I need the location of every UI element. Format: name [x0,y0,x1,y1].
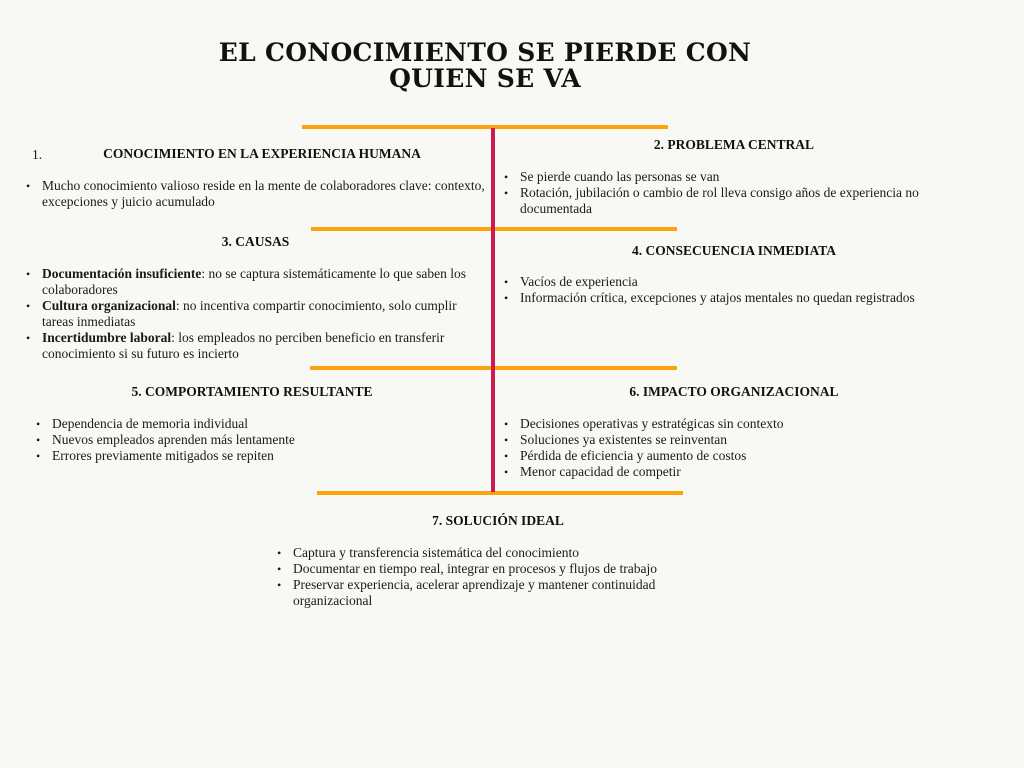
list-item: • Soluciones ya existentes se reinventan [500,432,990,448]
list-item: • Mucho conocimiento valioso reside en la mente de colaboradores clave: contexto, excepciones y juicio acumulado [22,178,492,210]
list-item: • Menor capacidad de competir [500,464,990,480]
section-2-problema-central [500,137,990,217]
section-6-impacto-organizacional [500,384,990,480]
section-3-list [22,266,477,362]
section-5-heading: 5. COMPORTAMIENTO RESULTANTE [131,384,373,399]
list-item: • Cultura organizacional: no incentiva compartir conocimiento, solo cumplir tareas inmediatas [22,298,477,330]
section-5-list [32,416,472,464]
section-4-consecuencia-inmediata [500,243,990,306]
list-item: • Nuevos empleados aprenden más lentamente [32,432,472,448]
list-item: • Se pierde cuando las personas se van [500,169,990,185]
divider-line-4 [317,491,683,495]
section-1-number: 1. [32,147,43,162]
list-item: • Incertidumbre laboral: los empleados no perciben beneficio en transferir conocimiento si su futuro es incierto [22,330,477,362]
list-item: • Vacíos de experiencia [500,274,990,290]
section-4-heading: 4. CONSECUENCIA INMEDIATA [632,243,836,258]
section-7-heading: 7. SOLUCIÓN IDEAL [432,513,564,528]
list-item: • Documentar en tiempo real, integrar en procesos y flujos de trabajo [273,561,733,577]
divider-line-1 [302,125,668,129]
section-1-list [22,178,492,210]
section-4-list [500,274,990,306]
section-3-causas [22,234,477,362]
title-line-1: EL CONOCIMIENTO SE PIERDE CON [218,38,752,67]
section-5-comportamiento-resultante [32,384,472,464]
title-line-2: QUIEN SE VA [389,64,581,93]
section-6-list [500,416,990,480]
section-7-solucion-ideal [273,513,733,609]
list-item: • Errores previamente mitigados se repiten [32,448,472,464]
list-item: • Pérdida de eficiencia y aumento de costos [500,448,990,464]
section-2-list [500,169,990,217]
section-2-heading: 2. PROBLEMA CENTRAL [653,137,815,152]
section-6-heading: 6. IMPACTO ORGANIZACIONAL [629,384,839,399]
diagram-title [200,40,770,92]
section-1-experiencia-humana [22,146,492,210]
section-7-list [273,545,733,609]
list-item: • Captura y transferencia sistemática del conocimiento [273,545,733,561]
list-item: • Dependencia de memoria individual [32,416,472,432]
list-item: • Rotación, jubilación o cambio de rol lleva consigo años de experiencia no documentada [500,185,990,217]
list-item: • Preservar experiencia, acelerar aprendizaje y mantener continuidad organizacional [273,577,733,609]
list-item: • Documentación insuficiente: no se captura sistemáticamente lo que saben los colaboradores [22,266,477,298]
list-item: • Información crítica, excepciones y atajos mentales no quedan registrados [500,290,990,306]
section-1-heading: CONOCIMIENTO EN LA EXPERIENCIA HUMANA [103,146,421,161]
list-item: • Decisiones operativas y estratégicas sin contexto [500,416,990,432]
section-3-heading: 3. CAUSAS [221,234,290,249]
